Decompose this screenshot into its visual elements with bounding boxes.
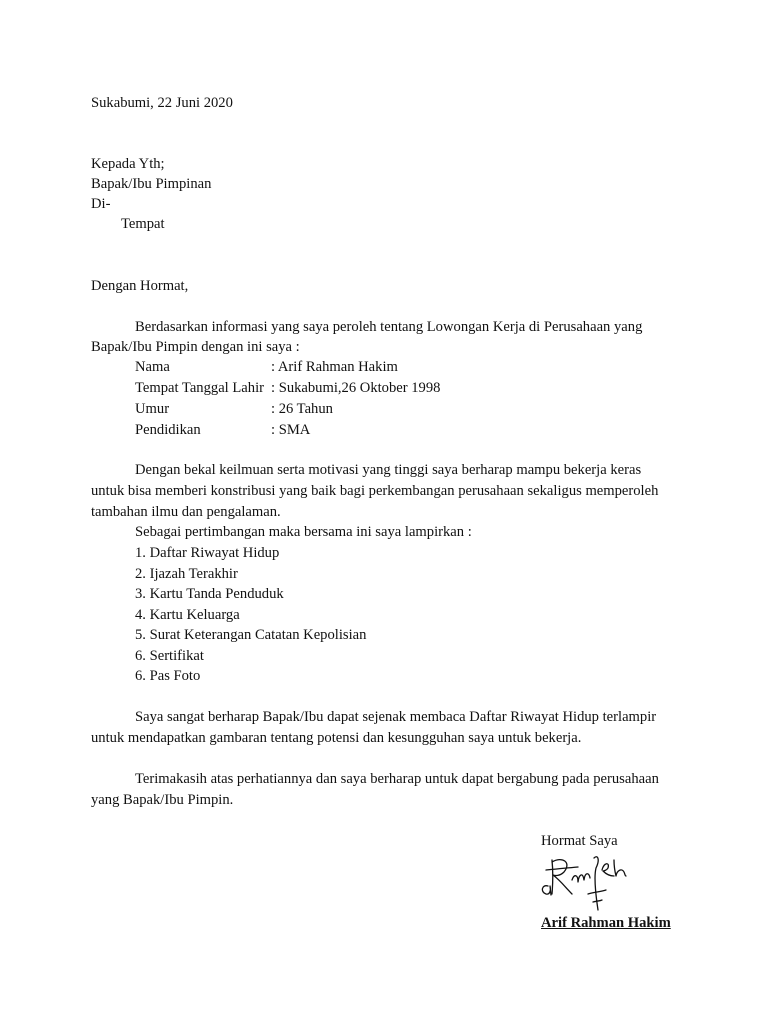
motivation-line-2: untuk bisa memberi konstribusi yang baik bagi perkembangan perusahaan sekaligus memperoleh [91,483,659,499]
hope-line-1: Saya sangat berharap Bapak/Ibu dapat sejenak membaca Daftar Riwayat Hidup terlampir [135,709,657,725]
intro-line-1: Berdasarkan informasi yang saya peroleh tentang Lowongan Kerja di Perusahaan yang [135,319,643,335]
field-label-umur: Umur [135,401,170,417]
field-label-ttl: Tempat Tanggal Lahir [135,380,264,396]
field-label-pendidikan: Pendidikan [135,422,201,438]
attachment-item: 3. Kartu Tanda Penduduk [135,586,284,602]
attachment-item: 6. Pas Foto [135,668,201,684]
attachment-item: 4. Kartu Keluarga [135,607,240,623]
recipient-line-4: Tempat [121,216,165,232]
field-value-pendidikan: : SMA [271,422,311,438]
motivation-line-1: Dengan bekal keilmuan serta motivasi yang tinggi saya berharap mampu bekerja keras [135,462,642,478]
closing-line-2: yang Bapak/Ibu Pimpin. [91,792,234,808]
attachments-intro: Sebagai pertimbangan maka bersama ini saya lampirkan : [135,524,472,540]
field-label-nama: Nama [135,359,170,375]
recipient-line-3: Di- [91,196,111,212]
signer-name: Arif Rahman Hakim [541,915,671,931]
attachment-item: 1. Daftar Riwayat Hidup [135,545,280,561]
motivation-line-3: tambahan ilmu dan pengalaman. [91,504,281,520]
recipient-line-1: Kepada Yth; [91,156,165,172]
field-value-nama: : Arif Rahman Hakim [271,359,398,375]
salutation: Dengan Hormat, [91,278,189,294]
valediction: Hormat Saya [541,833,618,849]
closing-line-1: Terimakasih atas perhatiannya dan saya berharap untuk dapat bergabung pada perusahaan [135,771,659,787]
intro-line-2: Bapak/Ibu Pimpin dengan ini saya : [91,339,300,355]
attachment-item: 6. Sertifikat [135,648,204,664]
field-value-ttl: : Sukabumi,26 Oktober 1998 [271,380,441,396]
field-value-umur: : 26 Tahun [271,401,333,417]
hope-line-2: untuk mendapatkan gambaran tentang potensi dan kesungguhan saya untuk bekerja. [91,730,582,746]
handwritten-signature [538,850,638,920]
attachment-item: 2. Ijazah Terakhir [135,566,238,582]
recipient-line-2: Bapak/Ibu Pimpinan [91,176,212,192]
place-date: Sukabumi, 22 Juni 2020 [91,95,233,111]
attachment-item: 5. Surat Keterangan Catatan Kepolisian [135,627,367,643]
